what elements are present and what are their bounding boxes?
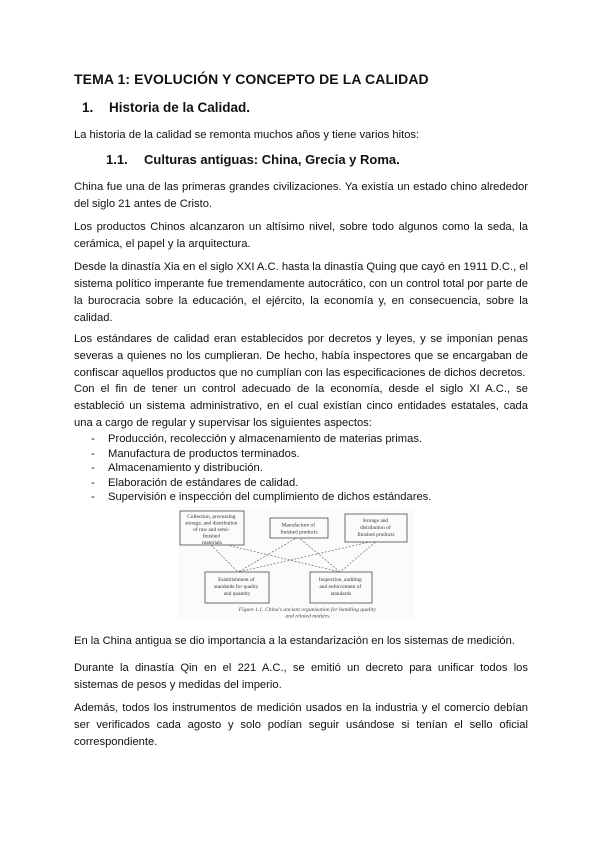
bullet-marker: - [91,491,95,504]
paragraph-dynasties: Desde la dinastía Xia en el siglo XXI A.C. hasta la dinastía Quing que cayó en 1911 D.C., el sistema político imperante fue tremendamente autocrático, con un control total por parte de la burocracia sobre la educación, el ejército, la economía y, en consecuencia, sobre la calidad. [74,261,528,324]
organization-diagram [178,507,414,619]
figure-caption: Figure 1.1. China's ancient organization for handling quality and related matters. [238,607,376,619]
subsection-heading [106,152,400,167]
paragraph-measurement-standardization: En la China antigua se dio importancia a la estandarización en los sistemas de medición. [74,635,515,647]
diagram-label-inspection: Inspection, auditing and enforcement of standards [318,577,362,597]
paragraph-instrument-verification: Además, todos los instrumentos de medición usados en la industria y el comercio debían ser verificados cada agosto y solo podían seguir usándose si tenían el sello oficial correspondiente. [74,702,528,748]
bullet-marker: - [91,433,95,445]
section-number: 1. [82,100,94,115]
paragraph-china-civilization: China fue una de las primeras grandes civilizaciones. Ya existía un estado chino alrededor del siglo 21 antes de Cristo. [74,181,528,210]
bullet-marker: - [91,476,95,489]
list-item: - Almacenamiento y distribución. [91,462,263,475]
list-item: - Supervisión e inspección del cumplimiento de dichos estándares. [91,491,432,504]
section-title: Historia de la Calidad. [109,100,251,115]
bullet-marker: - [91,462,95,475]
list-item: - Producción, recolección y almacenamiento de materias primas. [91,433,423,445]
list-item: - Manufactura de productos terminados. [91,447,300,460]
aspects-list [91,432,431,505]
diagram-label-storage: Storage and distribution of finished products [357,518,395,538]
document-title: TEMA 1: EVOLUCIÓN Y CONCEPTO DE LA CALIDAD [74,71,429,87]
paragraph-chinese-products: Los productos Chinos alcanzaron un altísimo nivel, sobre todo algunos como la seda, la cerámica, el papel y la arquitectura. [74,221,528,250]
bullet-marker: - [91,447,95,460]
subsection-number: 1.1. [106,152,128,167]
diagram-label-manufacture: Manufacture of finished products [280,522,318,536]
organization-figure [178,507,414,619]
intro-paragraph: La historia de la calidad se remonta muchos años y tiene varios hitos: [74,129,420,141]
paragraph-standards: Los estándares de calidad eran establecidos por decretos y leyes, y se imponían penas severas a quienes no los cumplieran. De hecho, había inspectores que se encargaban de confiscar aquellos productos que no cumplían con las especificaciones de dichos decretos. [74,333,528,379]
list-item: - Elaboración de estándares de calidad. [91,476,299,489]
paragraph-qin-decree: Durante la dinastía Qin en el 221 A.C., se emitió un decreto para unificar todos los sistemas de pesos y medidas del imperio. [74,662,528,691]
paragraph-administrative-system: Con el fin de tener un control adecuado de la economía, desde el siglo XI A.C., se estableció un sistema administrativo, en el cual existían cinco entidades estatales, cada una a cargo de regular y supervisar los siguientes aspectos: [74,383,528,429]
diagram-label-collection: Collection, processing storage, and distribution of raw and semi- finished materials [185,514,238,546]
section-heading [82,100,250,115]
subsection-title: Culturas antiguas: China, Grecia y Roma. [144,152,400,167]
diagram-label-standards: Establishment of standards for quality and quantity [214,577,259,597]
